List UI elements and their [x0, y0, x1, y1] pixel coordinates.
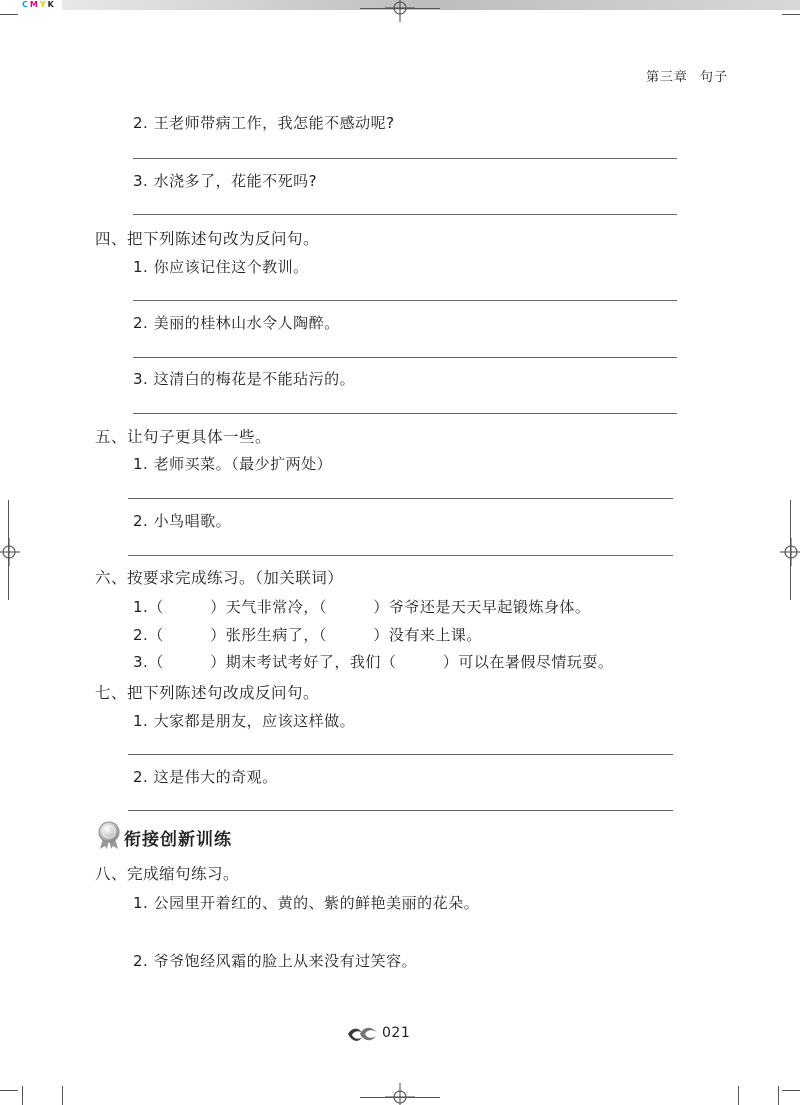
chapter-number: 第三章 — [646, 70, 689, 85]
question-5-2: 2. 小鸟唱歌。 — [133, 512, 232, 530]
question-6-1[interactable]: 1.（ ）天气非常冷，（ ）爷爷还是天天早起锻炼身体。 — [133, 598, 591, 616]
answer-line[interactable] — [128, 754, 673, 755]
answer-line[interactable] — [133, 214, 677, 215]
question-6-3[interactable]: 3.（ ）期末考试考好了，我们（ ）可以在暑假尽情玩耍。 — [133, 653, 614, 671]
chapter-header — [646, 66, 728, 85]
answer-line[interactable] — [133, 300, 677, 301]
crop-mark — [62, 1086, 63, 1105]
section-badge-title: 衔接创新训练 — [124, 830, 232, 850]
answer-line[interactable] — [133, 413, 677, 414]
answer-line[interactable] — [133, 357, 677, 358]
chapter-topic: 句子 — [700, 70, 729, 85]
question-4-2: 2. 美丽的桂林山水令人陶醉。 — [133, 314, 340, 332]
crop-mark — [0, 14, 18, 15]
question-7-2: 2. 这是伟大的奇观。 — [133, 768, 278, 786]
crop-mark — [790, 500, 791, 600]
registration-mark-top — [385, 0, 415, 22]
section-6-title: 六、按要求完成练习。（加关联词） — [95, 569, 344, 587]
answer-line[interactable] — [133, 158, 677, 159]
registration-mark-left — [0, 538, 20, 566]
crop-mark — [782, 1090, 800, 1091]
cmyk-y: Y — [39, 0, 48, 9]
crop-mark — [8, 500, 9, 600]
crop-mark — [782, 14, 800, 15]
cmyk-c: C — [22, 0, 30, 9]
registration-mark-bottom — [385, 1083, 415, 1105]
crop-mark — [0, 1090, 18, 1091]
crop-mark — [360, 8, 440, 9]
cmyk-m: M — [29, 0, 40, 9]
question-3-3: 3. 水浇多了，花能不死吗? — [133, 172, 318, 190]
crop-mark — [22, 1086, 23, 1105]
crop-mark — [738, 1086, 739, 1105]
answer-line[interactable] — [128, 555, 673, 556]
page-number: 021 — [382, 1025, 411, 1041]
question-6-2[interactable]: 2.（ ）张彤生病了，（ ）没有来上课。 — [133, 626, 482, 644]
answer-line[interactable] — [128, 810, 673, 811]
question-5-1: 1. 老师买菜。（最少扩两处） — [133, 455, 333, 473]
section-4-title: 四、把下列陈述句改为反问句。 — [95, 230, 320, 248]
section-7-title: 七、把下列陈述句改成反问句。 — [95, 684, 320, 702]
question-7-1: 1. 大家都是朋友，应该这样做。 — [133, 712, 356, 730]
section-8-title: 八、完成缩句练习。 — [95, 865, 240, 883]
question-4-1: 1. 你应该记住这个教训。 — [133, 258, 309, 276]
crop-mark — [778, 1086, 779, 1105]
section-5-title: 五、让句子更具体一些。 — [95, 428, 272, 446]
question-8-1: 1. 公园里开着红的、黄的、紫的鲜艳美丽的花朵。 — [133, 894, 480, 912]
question-8-2: 2. 爷爷饱经风霜的脸上从来没有过笑容。 — [133, 952, 418, 970]
page-ornament-icon — [344, 1023, 380, 1045]
question-4-3: 3. 这清白的梅花是不能玷污的。 — [133, 370, 356, 388]
cmyk-print-mark — [22, 0, 56, 10]
answer-line[interactable] — [128, 498, 673, 499]
medal-icon — [95, 820, 123, 850]
question-3-2: 2. 王老师带病工作，我怎能不感动呢? — [133, 114, 395, 132]
cmyk-k: K — [47, 0, 56, 9]
crop-mark — [360, 1097, 440, 1098]
